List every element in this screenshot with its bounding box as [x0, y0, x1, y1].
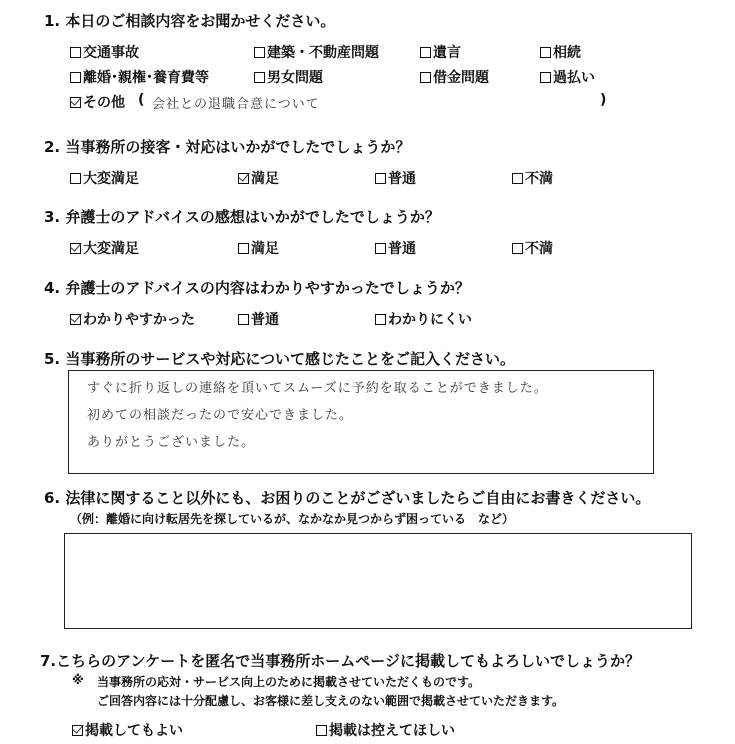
- checkbox-checked[interactable]: [70, 97, 81, 108]
- checkbox[interactable]: [375, 243, 386, 254]
- q3-option-normal[interactable]: 普通: [375, 238, 416, 258]
- q6-answer-box[interactable]: [64, 533, 692, 629]
- q7-note-mark: ※: [72, 673, 84, 687]
- checkbox[interactable]: [316, 725, 327, 736]
- q1-option-overpayment[interactable]: 過払い: [540, 67, 595, 87]
- checkbox[interactable]: [238, 314, 249, 325]
- checkbox[interactable]: [420, 72, 431, 83]
- checkbox-checked[interactable]: [70, 243, 81, 254]
- q2-option-very-satisfied[interactable]: 大変満足: [70, 168, 139, 188]
- q1-other-open-paren: (: [138, 92, 145, 108]
- checkbox[interactable]: [420, 47, 431, 58]
- q1-option-gender-issues[interactable]: 男女問題: [254, 67, 323, 87]
- q4-title: 4. 弁護士のアドバイスの内容はわかりやすかったでしょうか？: [44, 279, 470, 297]
- q5-answer-line: すぐに折り返しの連絡を頂いてスムーズに予約を取ることができました。: [87, 381, 548, 396]
- q1-title: 1. 本日のご相談内容をお聞かせください。: [44, 12, 336, 30]
- checkbox-checked[interactable]: [70, 314, 81, 325]
- checkbox[interactable]: [238, 243, 249, 254]
- checkbox[interactable]: [70, 72, 81, 83]
- q2-option-dissatisfied[interactable]: 不満: [512, 168, 553, 188]
- q6-example: （例：離婚に向け転居先を探しているが、なかなか見つからず困っている など）: [70, 512, 515, 526]
- q1-option-traffic-accident[interactable]: 交通事故: [70, 42, 139, 62]
- q5-answer-box[interactable]: [68, 370, 654, 474]
- q4-option-hard[interactable]: わかりにくい: [375, 309, 472, 329]
- q7-title: 7.こちらのアンケートを匿名で当事務所ホームページに掲載してもよろしいでしょうか？: [40, 652, 640, 670]
- checkbox[interactable]: [512, 173, 523, 184]
- checkbox-checked[interactable]: [238, 173, 249, 184]
- q4-option-normal[interactable]: 普通: [238, 309, 279, 329]
- q6-title: 6. 法律に関すること以外にも、お困りのことがございましたらご自由にお書きください。: [44, 489, 651, 507]
- q1-option-will[interactable]: 遺言: [420, 42, 461, 62]
- checkbox[interactable]: [375, 173, 386, 184]
- q5-answer-line: 初めての相談だったので安心できました。: [87, 408, 354, 423]
- q1-other-close-paren: ): [600, 92, 607, 108]
- q7-note-1: 当事務所の応対・サービス向上のために掲載させていただくものです。: [97, 675, 481, 689]
- q1-option-divorce[interactable]: 離婚･親権･養育費等: [70, 67, 209, 87]
- q1-option-construction-realestate[interactable]: 建築・不動産問題: [254, 42, 379, 62]
- checkbox[interactable]: [70, 47, 81, 58]
- q3-option-dissatisfied[interactable]: 不満: [512, 238, 553, 258]
- q3-option-very-satisfied[interactable]: 大変満足: [70, 238, 139, 258]
- q1-option-other[interactable]: その他: [70, 92, 125, 112]
- q2-option-satisfied[interactable]: 満足: [238, 168, 279, 188]
- q3-title: 3. 弁護士のアドバイスの感想はいかがでしたでしょうか？: [44, 208, 440, 226]
- checkbox-checked[interactable]: [72, 725, 83, 736]
- q2-title: 2. 当事務所の接客・対応はいかがでしたでしょうか？: [44, 138, 411, 156]
- q7-option-allow[interactable]: 掲載してもよい: [72, 720, 183, 740]
- q3-option-satisfied[interactable]: 満足: [238, 238, 279, 258]
- checkbox[interactable]: [70, 173, 81, 184]
- q7-option-decline[interactable]: 掲載は控えてほしい: [316, 720, 455, 740]
- checkbox[interactable]: [512, 243, 523, 254]
- q1-other-handwritten-text: 会社との退職合意について: [152, 97, 320, 112]
- q1-option-inheritance[interactable]: 相続: [540, 42, 581, 62]
- checkbox[interactable]: [540, 47, 551, 58]
- checkbox[interactable]: [254, 72, 265, 83]
- q1-option-debt[interactable]: 借金問題: [420, 67, 489, 87]
- q4-option-easy[interactable]: わかりやすかった: [70, 309, 195, 329]
- checkbox[interactable]: [375, 314, 386, 325]
- q5-title: 5. 当事務所のサービスや対応について感じたことをご記入ください。: [44, 350, 516, 368]
- q2-option-normal[interactable]: 普通: [375, 168, 416, 188]
- q5-answer-line: ありがとうございました。: [87, 435, 256, 450]
- checkbox[interactable]: [254, 47, 265, 58]
- checkbox[interactable]: [540, 72, 551, 83]
- q7-note-2: ご回答内容には十分配慮し、お客様に差し支えのない範囲で掲載させていただきます。: [97, 694, 565, 708]
